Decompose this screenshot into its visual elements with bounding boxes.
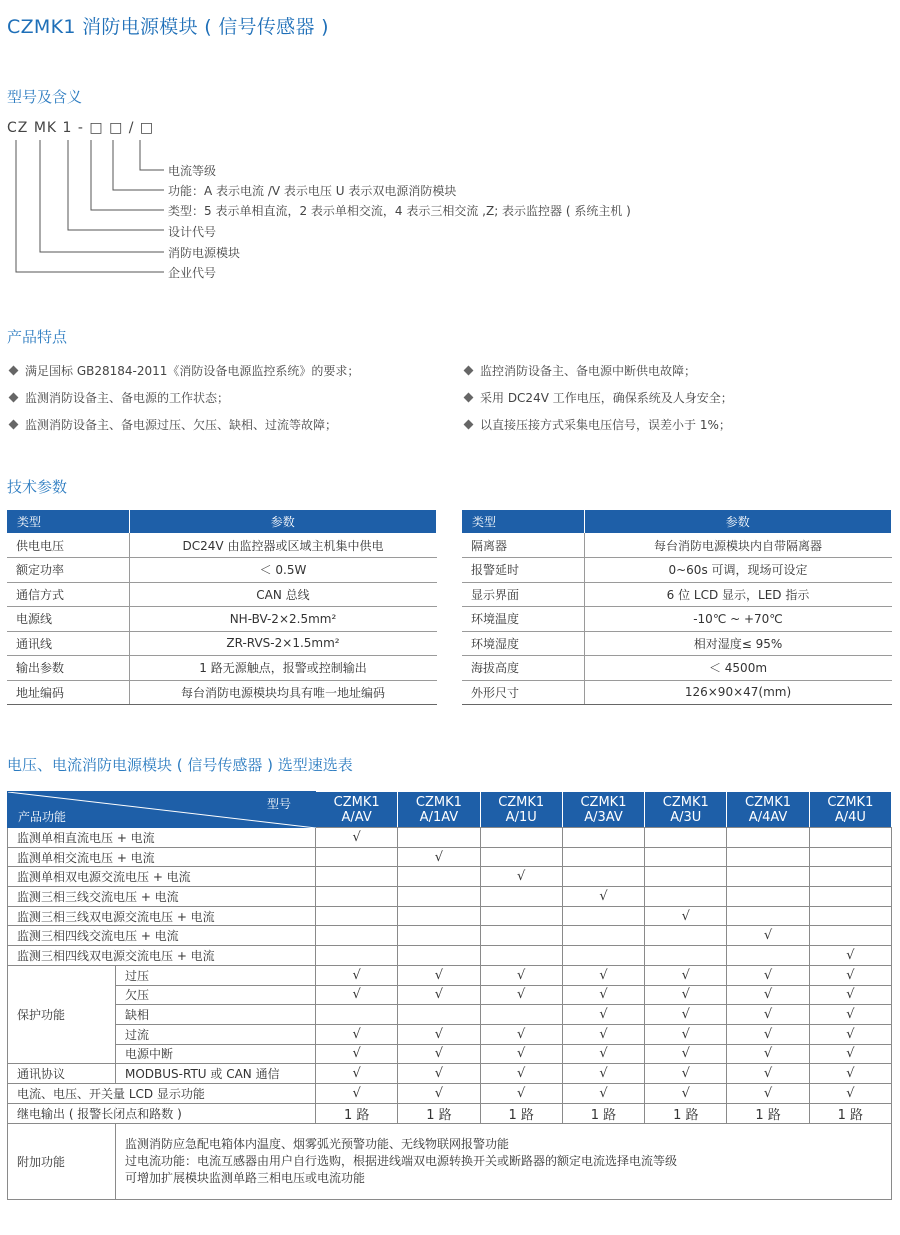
model-suffix: A/4AV [748, 809, 788, 825]
bullet-diamond-icon [464, 366, 474, 376]
model-code: CZ MK 1 - □ □ / □ [7, 120, 155, 136]
param-value: CAN 总线 [129, 582, 437, 607]
feature-item: 监测消防设备主、备电源过压、欠压、缺相、过流等故障； [10, 416, 337, 433]
check-mark: √ [809, 1024, 891, 1044]
empty-cell [480, 926, 562, 946]
check-mark: √ [480, 1083, 562, 1103]
function-label: 监测单相双电源交流电压 + 电流 [8, 867, 316, 887]
table-row [8, 946, 892, 966]
check-mark: √ [809, 1044, 891, 1064]
model-header [809, 792, 891, 828]
table-row [8, 1083, 892, 1103]
check-mark: √ [398, 1083, 480, 1103]
check-mark: √ [398, 985, 480, 1005]
param-value: 0~60s 可调，现场可设定 [584, 558, 892, 583]
table-row [8, 887, 892, 907]
relay-count: 1 路 [809, 1103, 891, 1123]
empty-cell [316, 867, 398, 887]
check-mark: √ [480, 985, 562, 1005]
model-suffix: A/1AV [419, 809, 459, 825]
table-row [8, 926, 892, 946]
table-header: 类型 [7, 510, 129, 533]
param-value: ＜ 4500m [584, 656, 892, 681]
bullet-diamond-icon [9, 366, 19, 376]
function-label: 监测三相三线双电源交流电压 + 电流 [8, 906, 316, 926]
table-row [7, 680, 437, 705]
table-row [7, 582, 437, 607]
model-header [316, 792, 398, 828]
relay-count: 1 路 [727, 1103, 809, 1123]
feature-item: 监控消防设备主、备电源中断供电故障； [465, 362, 696, 379]
corner-label-model: 型号 [266, 797, 291, 811]
model-suffix: A/3U [670, 809, 702, 825]
table-row [8, 867, 892, 887]
function-label: 监测单相直流电压 + 电流 [8, 828, 316, 848]
empty-cell [727, 946, 809, 966]
bullet-diamond-icon [464, 393, 474, 403]
empty-cell [645, 867, 727, 887]
table-row [462, 680, 892, 705]
section-title-features: 产品特点 [7, 328, 68, 346]
empty-cell [645, 926, 727, 946]
empty-cell [809, 906, 891, 926]
check-mark: √ [645, 1044, 727, 1064]
table-row [7, 656, 437, 681]
check-mark: √ [316, 1083, 398, 1103]
table-row [8, 828, 892, 848]
table-row [8, 1024, 892, 1044]
section-title-model: 型号及含义 [7, 88, 83, 106]
empty-cell [809, 926, 891, 946]
check-mark: √ [727, 926, 809, 946]
check-mark: √ [562, 887, 644, 907]
param-value: 每台消防电源模块均具有唯一地址编码 [129, 680, 437, 705]
empty-cell [645, 887, 727, 907]
empty-cell [645, 828, 727, 848]
model-part-label: 电流等级 [168, 164, 217, 178]
check-mark: √ [316, 985, 398, 1005]
check-mark: √ [562, 965, 644, 985]
section-title-selection: 电压、电流消防电源模块 ( 信号传感器 ) 选型速选表 [7, 756, 353, 774]
table-row [8, 1044, 892, 1064]
param-type: 环境湿度 [462, 631, 584, 656]
check-mark: √ [316, 828, 398, 848]
check-mark: √ [645, 906, 727, 926]
table-row [8, 847, 892, 867]
function-label: 监测单相交流电压 + 电流 [8, 847, 316, 867]
model-series: CZMK1 [415, 794, 462, 810]
protection-item-label: 欠压 [116, 985, 316, 1005]
check-mark: √ [645, 965, 727, 985]
empty-cell [398, 828, 480, 848]
table-row [8, 1123, 892, 1199]
check-mark: √ [727, 1083, 809, 1103]
check-mark: √ [809, 985, 891, 1005]
param-type: 海拔高度 [462, 656, 584, 681]
tech-table-right [462, 510, 892, 705]
table-row [8, 1005, 892, 1025]
empty-cell [398, 946, 480, 966]
empty-cell [316, 1005, 398, 1025]
empty-cell [727, 847, 809, 867]
param-type: 供电电压 [7, 533, 129, 558]
check-mark: √ [809, 1005, 891, 1025]
table-row [462, 533, 892, 558]
feature-item: 监测消防设备主、备电源的工作状态； [10, 389, 229, 406]
table-row [8, 965, 892, 985]
table-row [8, 985, 892, 1005]
empty-cell [645, 847, 727, 867]
model-part-label: 功能：A 表示电流 /V 表示电压 U 表示双电源消防模块 [168, 184, 457, 198]
check-mark: √ [562, 985, 644, 1005]
check-mark: √ [645, 1083, 727, 1103]
check-mark: √ [398, 1044, 480, 1064]
table-row [462, 582, 892, 607]
check-mark: √ [480, 1044, 562, 1064]
table-row [462, 558, 892, 583]
header-corner-cell [8, 792, 316, 828]
check-mark: √ [809, 946, 891, 966]
table-header-row [462, 510, 892, 533]
bullet-diamond-icon [464, 420, 474, 430]
table-row [8, 906, 892, 926]
check-mark: √ [480, 867, 562, 887]
empty-cell [727, 906, 809, 926]
check-mark: √ [316, 1044, 398, 1064]
param-type: 外形尺寸 [462, 680, 584, 705]
empty-cell [562, 906, 644, 926]
function-label: 电流、电压、开关量 LCD 显示功能 [8, 1083, 316, 1103]
param-type: 额定功率 [7, 558, 129, 583]
param-value: 126×90×47(mm) [584, 680, 892, 705]
leader-line-current [140, 140, 164, 170]
empty-cell [562, 847, 644, 867]
extra-function-line: 过电流功能：电流互感器由用户自行选购，根据进线端双电源转换开关或断路器的额定电流选择电流等级 [125, 1153, 678, 1168]
model-code-diagram [0, 0, 900, 300]
check-mark: √ [562, 1044, 644, 1064]
model-header [562, 792, 644, 828]
empty-cell [398, 887, 480, 907]
empty-cell [398, 867, 480, 887]
check-mark: √ [398, 847, 480, 867]
check-mark: √ [727, 985, 809, 1005]
table-row [8, 1064, 892, 1084]
check-mark: √ [398, 1024, 480, 1044]
empty-cell [398, 906, 480, 926]
relay-count: 1 路 [480, 1103, 562, 1123]
param-type: 电源线 [7, 607, 129, 632]
param-value: 相对湿度≤ 95% [584, 631, 892, 656]
leader-line-module [40, 140, 164, 252]
param-type: 隔离器 [462, 533, 584, 558]
check-mark: √ [645, 1024, 727, 1044]
model-suffix: A/1U [505, 809, 537, 825]
function-label: 通讯协议 [8, 1064, 116, 1084]
empty-cell [316, 906, 398, 926]
check-mark: √ [562, 1005, 644, 1025]
table-row [7, 558, 437, 583]
check-mark: √ [727, 1064, 809, 1084]
function-label: 监测三相三线交流电压 + 电流 [8, 887, 316, 907]
empty-cell [480, 906, 562, 926]
empty-cell [645, 946, 727, 966]
model-series: CZMK1 [745, 794, 792, 810]
empty-cell [809, 828, 891, 848]
check-mark: √ [645, 985, 727, 1005]
empty-cell [480, 1005, 562, 1025]
empty-cell [809, 887, 891, 907]
model-part-label: 消防电源模块 [168, 246, 241, 260]
check-mark: √ [316, 1024, 398, 1044]
check-mark: √ [398, 1064, 480, 1084]
check-mark: √ [727, 1005, 809, 1025]
bullet-diamond-icon [9, 420, 19, 430]
check-mark: √ [727, 1044, 809, 1064]
extra-function-line: 可增加扩展模块监测单路三相电压或电流功能 [125, 1170, 366, 1185]
protection-item-label: 过流 [116, 1024, 316, 1044]
check-mark: √ [809, 965, 891, 985]
leader-line-function [113, 140, 164, 190]
model-header [727, 792, 809, 828]
model-series: CZMK1 [662, 794, 709, 810]
param-type: 报警延时 [462, 558, 584, 583]
section-title-tech: 技术参数 [7, 478, 68, 496]
empty-cell [562, 926, 644, 946]
param-type: 输出参数 [7, 656, 129, 681]
protection-item-label: 缺相 [116, 1005, 316, 1025]
feature-item: 采用 DC24V 工作电压，确保系统及人身安全； [465, 389, 733, 406]
check-mark: √ [727, 965, 809, 985]
corner-label-function: 产品功能 [18, 810, 67, 824]
model-header [645, 792, 727, 828]
model-part-label: 企业代号 [168, 266, 217, 280]
model-header [480, 792, 562, 828]
selection-header-row [8, 792, 892, 828]
param-type: 环境温度 [462, 607, 584, 632]
model-series: CZMK1 [333, 794, 380, 810]
relay-count: 1 路 [562, 1103, 644, 1123]
check-mark: √ [809, 1083, 891, 1103]
model-header [398, 792, 480, 828]
table-header-row [7, 510, 437, 533]
param-value: 1 路无源触点，报警或控制输出 [129, 656, 437, 681]
check-mark: √ [480, 1024, 562, 1044]
empty-cell [398, 1005, 480, 1025]
empty-cell [316, 887, 398, 907]
model-suffix: A/4U [834, 809, 866, 825]
check-mark: √ [562, 1064, 644, 1084]
empty-cell [562, 828, 644, 848]
table-row [462, 656, 892, 681]
model-suffix: A/3AV [584, 809, 623, 825]
check-mark: √ [480, 965, 562, 985]
param-type: 地址编码 [7, 680, 129, 705]
param-type: 通信方式 [7, 582, 129, 607]
selection-table [7, 791, 892, 1200]
param-value: -10℃ ~ +70℃ [584, 607, 892, 632]
model-part-label: 类型：5 表示单相直流，2 表示单相交流，4 表示三相交流 ,Z; 表示监控器 ( 系统主机 ) [168, 204, 631, 218]
tech-table-left [7, 510, 437, 705]
check-mark: √ [562, 1083, 644, 1103]
protection-item-label: 电源中断 [116, 1044, 316, 1064]
extra-function-line: 监测消防应急配电箱体内温度、烟雾弧光预警功能、无线物联网报警功能 [125, 1136, 510, 1151]
check-mark: √ [398, 965, 480, 985]
empty-cell [809, 867, 891, 887]
empty-cell [316, 847, 398, 867]
protection-item-label: 过压 [116, 965, 316, 985]
empty-cell [727, 867, 809, 887]
empty-cell [316, 926, 398, 946]
feature-item: 满足国标 GB28184-2011《消防设备电源监控系统》的要求； [10, 362, 359, 379]
param-value: NH-BV-2×2.5mm² [129, 607, 437, 632]
check-mark: √ [727, 1024, 809, 1044]
table-header: 参数 [129, 510, 437, 533]
check-mark: √ [645, 1064, 727, 1084]
check-mark: √ [562, 1024, 644, 1044]
param-value: 每台消防电源模块内自带隔离器 [584, 533, 892, 558]
table-row [8, 1103, 892, 1123]
leader-line-design [68, 140, 164, 230]
empty-cell [562, 867, 644, 887]
empty-cell [480, 887, 562, 907]
table-header: 参数 [584, 510, 892, 533]
page-title: CZMK1 消防电源模块 ( 信号传感器 ) [7, 16, 329, 38]
empty-cell [398, 926, 480, 946]
empty-cell [809, 847, 891, 867]
model-series: CZMK1 [827, 794, 874, 810]
function-label: 继电输出 ( 报警长闭点和路数 ) [8, 1103, 316, 1123]
param-value: ＜ 0.5W [129, 558, 437, 583]
check-mark: √ [316, 965, 398, 985]
empty-cell [316, 946, 398, 966]
empty-cell [480, 946, 562, 966]
check-mark: √ [645, 1005, 727, 1025]
empty-cell [480, 847, 562, 867]
empty-cell [727, 828, 809, 848]
relay-count: 1 路 [645, 1103, 727, 1123]
bullet-diamond-icon [9, 393, 19, 403]
protection-group-label: 保护功能 [8, 965, 116, 1063]
empty-cell [480, 828, 562, 848]
empty-cell [562, 946, 644, 966]
extra-function-text [116, 1123, 892, 1199]
param-value: DC24V 由监控器或区域主机集中供电 [129, 533, 437, 558]
table-row [7, 533, 437, 558]
table-header: 类型 [462, 510, 584, 533]
table-row [462, 631, 892, 656]
feature-item: 以直接压接方式采集电压信号，误差小于 1%； [465, 416, 731, 433]
function-label: 监测三相四线双电源交流电压 + 电流 [8, 946, 316, 966]
table-row [7, 631, 437, 656]
param-value: ZR-RVS-2×1.5mm² [129, 631, 437, 656]
check-mark: √ [316, 1064, 398, 1084]
model-series: CZMK1 [580, 794, 627, 810]
model-series: CZMK1 [498, 794, 545, 810]
param-type: 显示界面 [462, 582, 584, 607]
param-value: 6 位 LCD 显示，LED 指示 [584, 582, 892, 607]
empty-cell [727, 887, 809, 907]
relay-count: 1 路 [398, 1103, 480, 1123]
function-label: 监测三相四线交流电压 + 电流 [8, 926, 316, 946]
check-mark: √ [809, 1064, 891, 1084]
model-suffix: A/AV [341, 809, 372, 825]
extra-function-label: 附加功能 [8, 1123, 116, 1199]
table-row [7, 607, 437, 632]
check-mark: √ [480, 1064, 562, 1084]
model-part-label: 设计代号 [168, 225, 217, 239]
param-type: 通讯线 [7, 631, 129, 656]
table-row [462, 607, 892, 632]
relay-count: 1 路 [316, 1103, 398, 1123]
comm-protocol-value: MODBUS-RTU 或 CAN 通信 [116, 1064, 316, 1084]
leader-line-type [91, 140, 164, 210]
